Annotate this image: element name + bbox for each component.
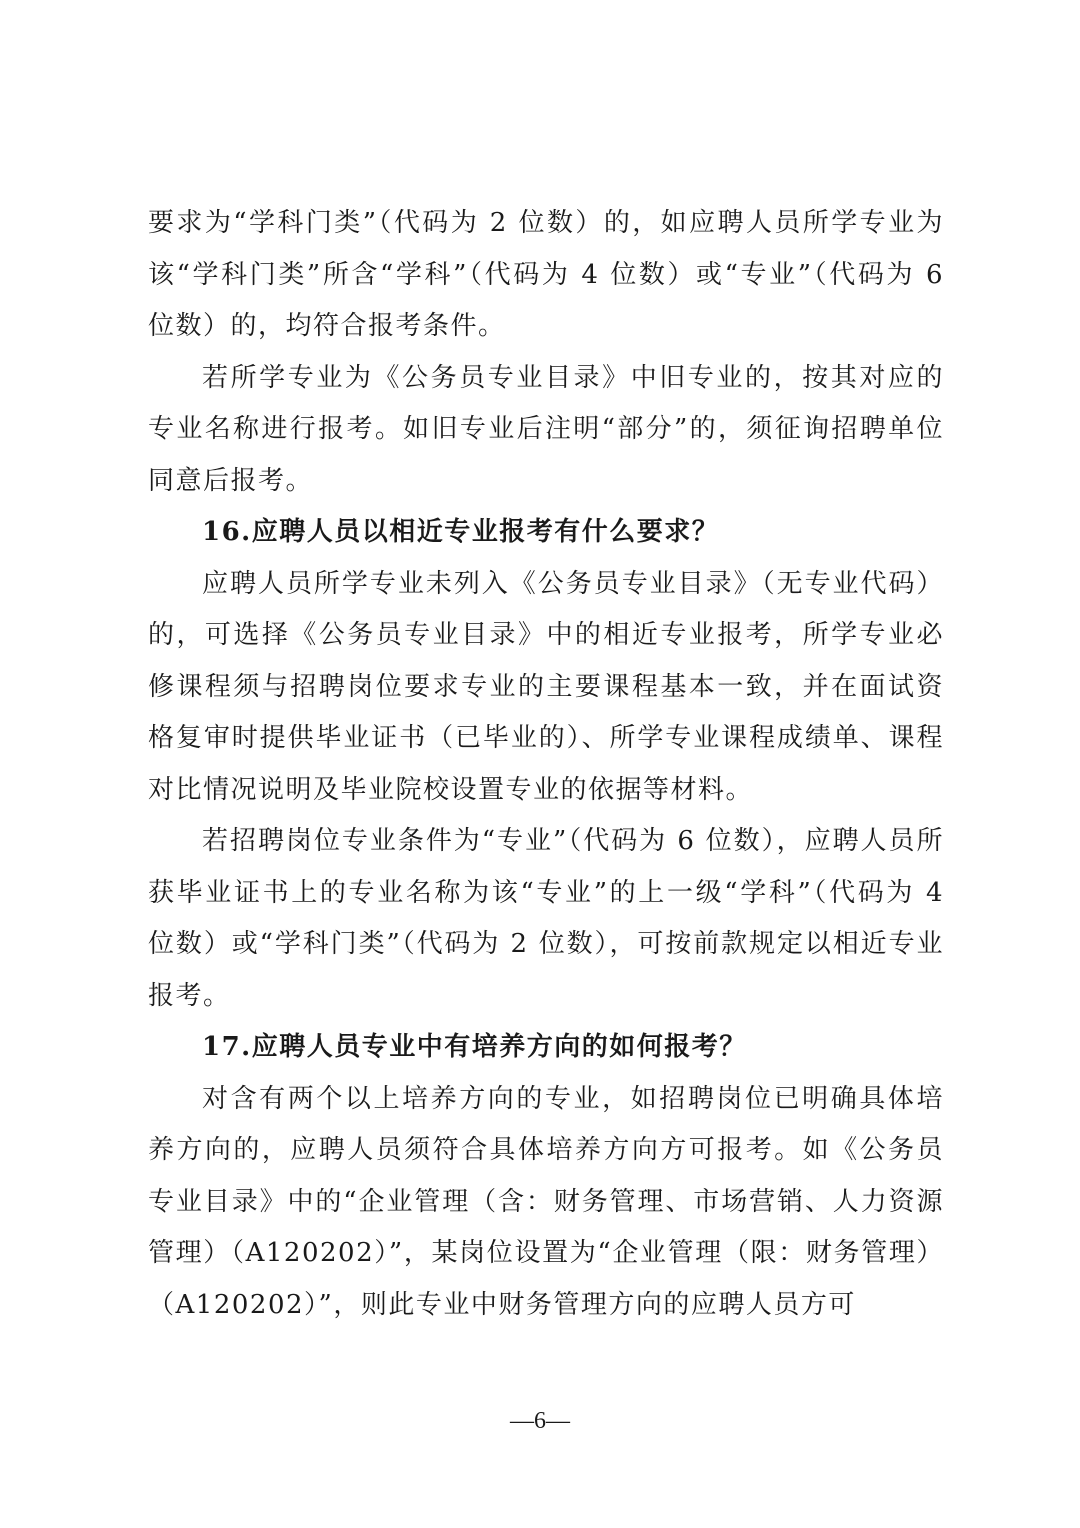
document-body (148, 198, 944, 1331)
page-number: —6— (510, 1408, 570, 1434)
paragraph-4: 若招聘岗位专业条件为“专业”（代码为 6 位数），应聘人员所获毕业证书上的专业名称为该“专业”的上一级“学科”（代码为 4 位数）或“学科门类”（代码为 2 位数），可按前款规定以相近专业报考。 (148, 826, 944, 1011)
paragraph-3: 应聘人员所学专业未列入《公务员专业目录》（无专业代码）的，可选择《公务员专业目录》中的相近专业报考，所学专业必修课程须与招聘岗位要求专业的主要课程基本一致，并在面试资格复审时提供毕业证书（已毕业的）、所学专业课程成绩单、课程对比情况说明及毕业院校设置专业的依据等材料。 (148, 568, 944, 805)
paragraph-1: 要求为“学科门类”（代码为 2 位数）的，如应聘人员所学专业为该“学科门类”所含“学科”（代码为 4 位数）或“专业”（代码为 6 位数）的，均符合报考条件。 (148, 208, 944, 341)
section-heading-16: 16.应聘人员以相近专业报考有什么要求？ (202, 517, 720, 547)
section-heading-17: 17.应聘人员专业中有培养方向的如何报考？ (202, 1032, 747, 1062)
paragraph-2: 若所学专业为《公务员专业目录》中旧专业的，按其对应的专业名称进行报考。如旧专业后注明“部分”的，须征询招聘单位同意后报考。 (148, 362, 944, 496)
paragraph-5: 对含有两个以上培养方向的专业，如招聘岗位已明确具体培养方向的，应聘人员须符合具体培养方向方可报考。如《公务员专业目录》中的“企业管理（含：财务管理、市场营销、人力资源管理）（A120202）”，某岗位设置为“企业管理（限：财务管理）（A120202）”，则此专业中财务管理方向的应聘人员方可 (148, 1083, 944, 1320)
